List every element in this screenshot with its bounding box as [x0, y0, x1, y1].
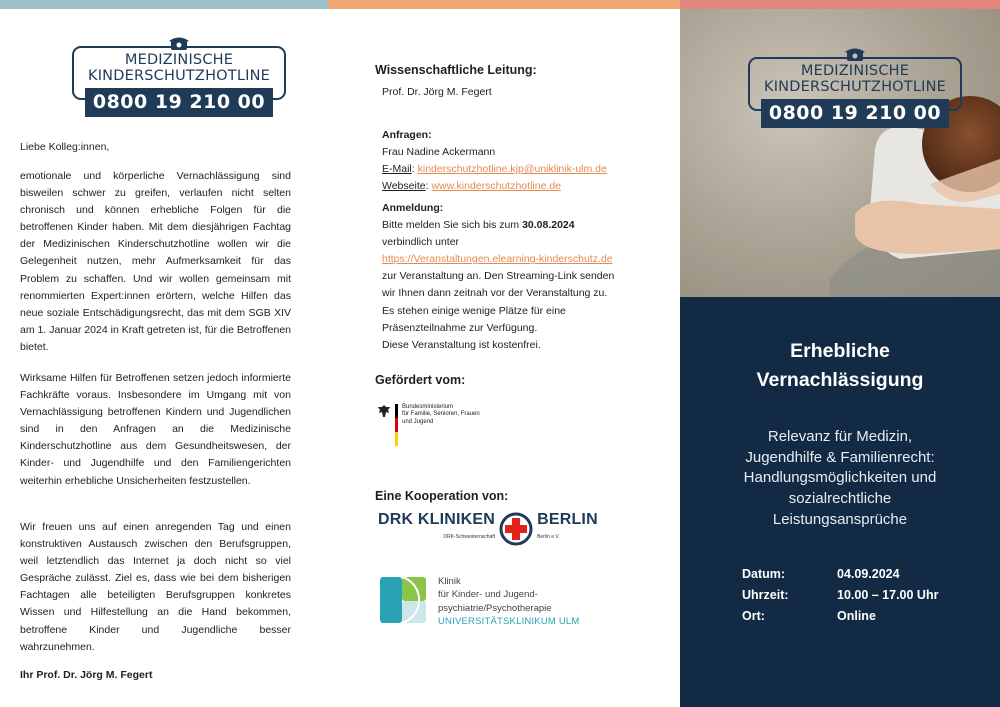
letter-paragraph-3: Wir freuen uns auf einen anregenden Tag und einen konstruktiven Austausch zwischen den Berufsgruppen, weil letztendlich das Internet ja doch nicht so viel Gespräche zulässt. Ziel es, dass wie bei dem bisherigen Fachtagen alle beteiligten Berufsgruppen konkretes Wissen und Hilfestellung an die Hand bekommen, betroffene Kinder und Jugendliche besser wahrzunehmen. [20, 521, 291, 653]
kooperation-heading: Eine Kooperation von: [375, 489, 509, 503]
ulm-line1: Klinik [438, 576, 461, 587]
email-label: E-Mail [382, 163, 412, 176]
ulm-clinic-logo [378, 575, 580, 629]
drk-kliniken-logo [378, 511, 598, 546]
letter-greeting: Liebe Kolleg:innen, [20, 141, 110, 153]
place-row [742, 606, 938, 627]
german-flag-stripe [395, 404, 398, 446]
anmeldung-label: Anmeldung: [382, 202, 444, 214]
cover-subtitle [680, 427, 1000, 531]
leitung-name: Prof. Dr. Jörg M. Fegert [382, 86, 492, 98]
registration-link[interactable]: https://Veranstaltungen.elearning-kinderschutz.de [382, 253, 613, 266]
cover-subtitle-line5: Leistungsansprüche [772, 510, 908, 528]
ulm-line2: für Kinder- und Jugend- [438, 589, 538, 601]
drk-left-word: DRK KLINIKEN [378, 511, 496, 528]
anfragen-label: Anfragen: [382, 129, 432, 141]
top-bar-blue [0, 0, 328, 9]
cover-subtitle-line3: Handlungsmöglichkeiten und [743, 469, 937, 487]
ulm-line4: UNIVERSITÄTSKLINIKUM ULM [438, 616, 580, 628]
drk-left [378, 511, 495, 546]
cover-title [680, 337, 1000, 395]
time-value: 10.00 – 17.00 Uhr [837, 588, 939, 602]
web-row: Webseite: www.kinderschutzhotline.de [382, 180, 562, 193]
date-label: Datum: [742, 567, 786, 581]
ulm-line3: psychiatrie/Psychotherapie [438, 602, 552, 614]
bmfsfj-line3: und Jugend [402, 418, 434, 425]
logo-phone-number: 0800 19 210 00 [761, 99, 949, 128]
web-label: Webseite [382, 180, 426, 193]
top-bar-orange [328, 0, 680, 9]
gefoerdert-heading: Gefördert vom: [375, 373, 466, 387]
anmeldung-line6: Präsenzteilnahme zur Verfügung. [382, 321, 538, 334]
bmfsfj-text [402, 404, 480, 426]
date-row [742, 564, 938, 585]
logo-line2: KINDERSCHUTZHOTLINE [88, 68, 271, 84]
red-cross-icon [499, 512, 533, 546]
anmeldung-block [382, 200, 614, 354]
cover-panel [680, 297, 1000, 707]
cover-title-line2: Vernachlässigung [756, 369, 924, 391]
website-link[interactable]: www.kinderschutzhotline.de [431, 180, 562, 193]
top-bar-red [680, 0, 1000, 9]
bmfsfj-logo [377, 404, 480, 446]
anmeldung-line7: Diese Veranstaltung ist kostenfrei. [382, 338, 541, 351]
cover-subtitle-line2: Jugendhilfe & Familienrecht: [745, 448, 935, 466]
logo-phone-number: 0800 19 210 00 [85, 88, 273, 117]
logo-line1: MEDIZINISCHE [800, 63, 910, 79]
logo-line1: MEDIZINISCHE [124, 52, 234, 68]
cover-subtitle-line1: Relevanz für Medizin, [767, 428, 913, 445]
anmeldung-line1 [382, 217, 614, 234]
logo-line2: KINDERSCHUTZHOTLINE [764, 79, 947, 95]
federal-eagle-icon [377, 404, 391, 418]
anfragen-block [382, 127, 607, 195]
letter-signature: Ihr Prof. Dr. Jörg M. Fegert [20, 669, 153, 681]
anmeldung-date: 30.08.2024 [522, 219, 575, 232]
anmeldung-pre: Bitte melden Sie sich bis zum [382, 219, 523, 232]
hotline-logo-right [748, 47, 962, 128]
bmfsfj-line1: Bundesministerium [402, 404, 454, 410]
email-row: E-Mail: kinderschutzhotline.kjp@uniklinik-ulm.de [382, 163, 607, 176]
letter-paragraph-1: emotionale und körperliche Vernachlässigung sind bisweilen schwer zu greifen, verlaufen nicht selten chronisch und können erhebliche Folgen für die betroffenen Kinder haben. Mit dem diesjährigen Fachtag der Medizinischen Kinderschutzhotline wollen wir die Gelegenheit nutzen, mehr Aufmerksamkeit für das Problem zu schaffen. Und wir wollen gemeinsam mit renommierten Expert:innen erörtern, welche Hilfen das neue soziale Entschädigungsrecht, das mit dem SGB XIV am 1. Januar 2024 in Kraft getreten ist, für die Betroffenen bietet. [20, 170, 291, 353]
cover-subtitle-line4: sozialrechtliche [788, 490, 892, 508]
drk-sub-right: Berlin e.V. [537, 534, 560, 541]
drk-right-word: BERLIN [537, 511, 598, 528]
drk-right [537, 511, 598, 546]
bmfsfj-line2: für Familie, Senioren, Frauen [402, 411, 480, 418]
cover-photo-child [680, 9, 1000, 297]
time-row [742, 585, 938, 606]
anmeldung-line2: verbindlich unter [382, 236, 460, 249]
time-label: Uhrzeit: [742, 588, 789, 602]
letter-paragraph-2: Wirksame Hilfen für Betroffenen setzen jedoch informierte Fachkräfte voraus. Insbesondere im Umgang mit von Vernachlässigung betroffenen Kindern und Jugendlichen sind in den Anfragen an die Medizinische Kinderschutzhotline aus dem Gesundheitswesen, der Kinder- und Jugendhilfe und den Familiengerichten weiterhin erhebliche Unsicherheiten festzustellen. [20, 372, 291, 487]
date-value: 04.09.2024 [837, 567, 900, 581]
hotline-logo-left [72, 36, 286, 117]
ulm-clinic-text [438, 575, 580, 629]
event-info [742, 564, 938, 627]
anmeldung-line5: Es stehen einige wenige Plätze für eine [382, 304, 566, 317]
anfragen-name: Frau Nadine Ackermann [382, 146, 496, 159]
drk-sub-left: DRK-Schwesternschaft [443, 534, 496, 541]
telephone-icon [168, 36, 190, 50]
anmeldung-line3: zur Veranstaltung an. Den Streaming-Link senden [382, 270, 615, 283]
ulm-clinic-icon [378, 575, 428, 625]
email-link[interactable]: kinderschutzhotline.kjp@uniklinik-ulm.de [417, 163, 607, 176]
cover-title-line1: Erhebliche [790, 340, 890, 362]
place-label: Ort: [742, 609, 765, 623]
anmeldung-line4: wir Ihnen dann zeitnah vor der Veranstaltung zu. [382, 287, 608, 300]
telephone-icon [844, 47, 866, 61]
leitung-heading: Wissenschaftliche Leitung: [375, 63, 537, 77]
place-value: Online [837, 609, 876, 623]
